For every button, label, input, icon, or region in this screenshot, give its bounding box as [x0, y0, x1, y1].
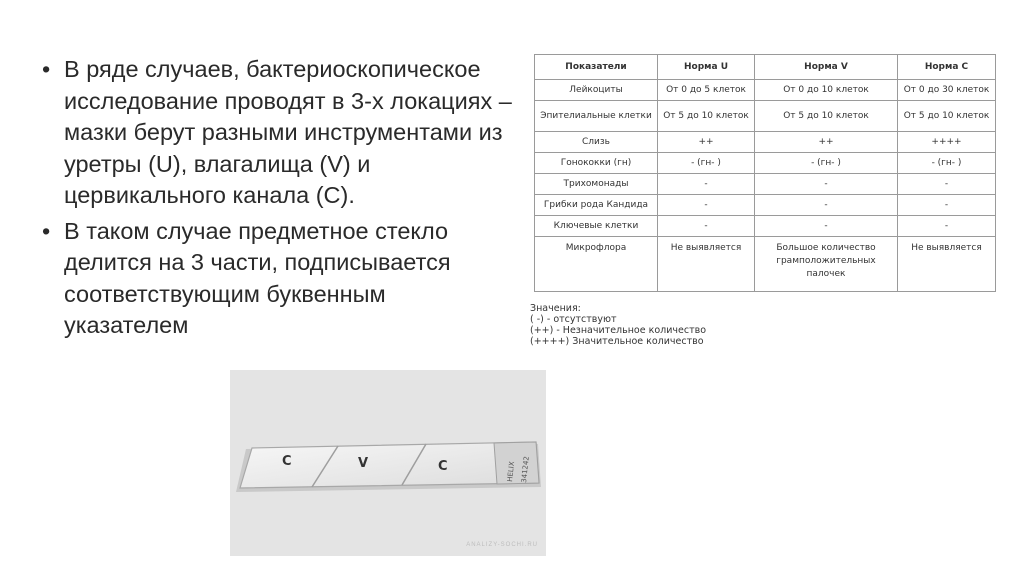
cell-norm-c: От 5 до 10 клеток — [898, 101, 996, 132]
bullet-text: В ряде случаев, бактериоскопическое исследование проводят в 3-х локациях – мазки берут разными инструментами из уретры (U), влагалища (V) и цервикального канала (C). — [64, 56, 512, 208]
header-norm-u: Норма U — [658, 55, 755, 80]
cell-norm-c: От 0 до 30 клеток — [898, 80, 996, 101]
cell-norm-u: - (гн- ) — [658, 153, 755, 174]
norms-table — [534, 54, 996, 292]
cell-norm-u: Не выявляется — [658, 237, 755, 292]
photo-watermark: ANALIZY-SOCHI.RU — [466, 542, 538, 548]
table-row — [535, 153, 996, 174]
bullet-marker: • — [42, 56, 51, 82]
slide-brand: HELIX — [506, 461, 517, 483]
cell-indicator: Гонококки (гн) — [535, 153, 658, 174]
cell-indicator: Слизь — [535, 132, 658, 153]
cell-norm-u: От 5 до 10 клеток — [658, 101, 755, 132]
table-row — [535, 80, 996, 101]
cell-norm-u: - — [658, 216, 755, 237]
cell-indicator: Грибки рода Кандида — [535, 195, 658, 216]
header-norm-c: Норма C — [898, 55, 996, 80]
slide-code: 341242 — [520, 455, 531, 484]
table-row — [535, 132, 996, 153]
cell-norm-c: Не выявляется — [898, 237, 996, 292]
cell-norm-u: - — [658, 195, 755, 216]
table-row — [535, 101, 996, 132]
cell-norm-v: От 0 до 10 клеток — [755, 80, 898, 101]
cell-norm-v: ++ — [755, 132, 898, 153]
table-row — [535, 174, 996, 195]
header-norm-v: Норма V — [755, 55, 898, 80]
bullet-glass-division — [42, 216, 512, 342]
table-header-row — [535, 55, 996, 80]
cell-norm-v: От 5 до 10 клеток — [755, 101, 898, 132]
table-row — [535, 237, 996, 292]
cell-indicator: Лейкоциты — [535, 80, 658, 101]
microscope-slide-illustration — [230, 370, 546, 556]
slide-label-c: C — [282, 454, 292, 469]
values-legend — [530, 303, 706, 347]
legend-item: ( -) - отсутствуют — [530, 314, 617, 325]
cell-indicator: Микрофлора — [535, 237, 658, 292]
cell-norm-v: - — [755, 195, 898, 216]
cell-norm-u: - — [658, 174, 755, 195]
legend-item: (++) - Незначительное количество — [530, 325, 707, 336]
cell-indicator: Трихомонады — [535, 174, 658, 195]
cell-norm-c: - — [898, 174, 996, 195]
cell-indicator: Эпителиальные клетки — [535, 101, 658, 132]
microscope-slide-photo — [230, 370, 546, 556]
cell-norm-u: От 0 до 5 клеток — [658, 80, 755, 101]
slide-label-v: V — [358, 456, 369, 471]
table-row — [535, 195, 996, 216]
cell-norm-c: - — [898, 216, 996, 237]
bullet-locations — [42, 54, 512, 212]
cell-norm-c: ++++ — [898, 132, 996, 153]
slide-label-c2: C — [438, 459, 448, 474]
cell-norm-v: - — [755, 216, 898, 237]
cell-norm-c: - — [898, 195, 996, 216]
cell-norm-u: ++ — [658, 132, 755, 153]
cell-norm-v: Большое количество грамположительных палочек — [755, 237, 898, 292]
bullet-text: В таком случае предметное стекло делится на 3 части, подписывается соответствующим буквенным указателем — [64, 217, 451, 338]
cell-norm-c: - (гн- ) — [898, 153, 996, 174]
bullet-list — [42, 54, 512, 346]
bullet-marker: • — [42, 217, 51, 244]
legend-item: (++++) Значительное количество — [530, 336, 704, 347]
legend-title: Значения: — [530, 303, 581, 314]
header-indicator: Показатели — [535, 55, 658, 80]
cell-indicator: Ключевые клетки — [535, 216, 658, 237]
cell-norm-v: - — [755, 174, 898, 195]
frosted-label-area — [494, 442, 539, 484]
table-row — [535, 216, 996, 237]
cell-norm-v: - (гн- ) — [755, 153, 898, 174]
